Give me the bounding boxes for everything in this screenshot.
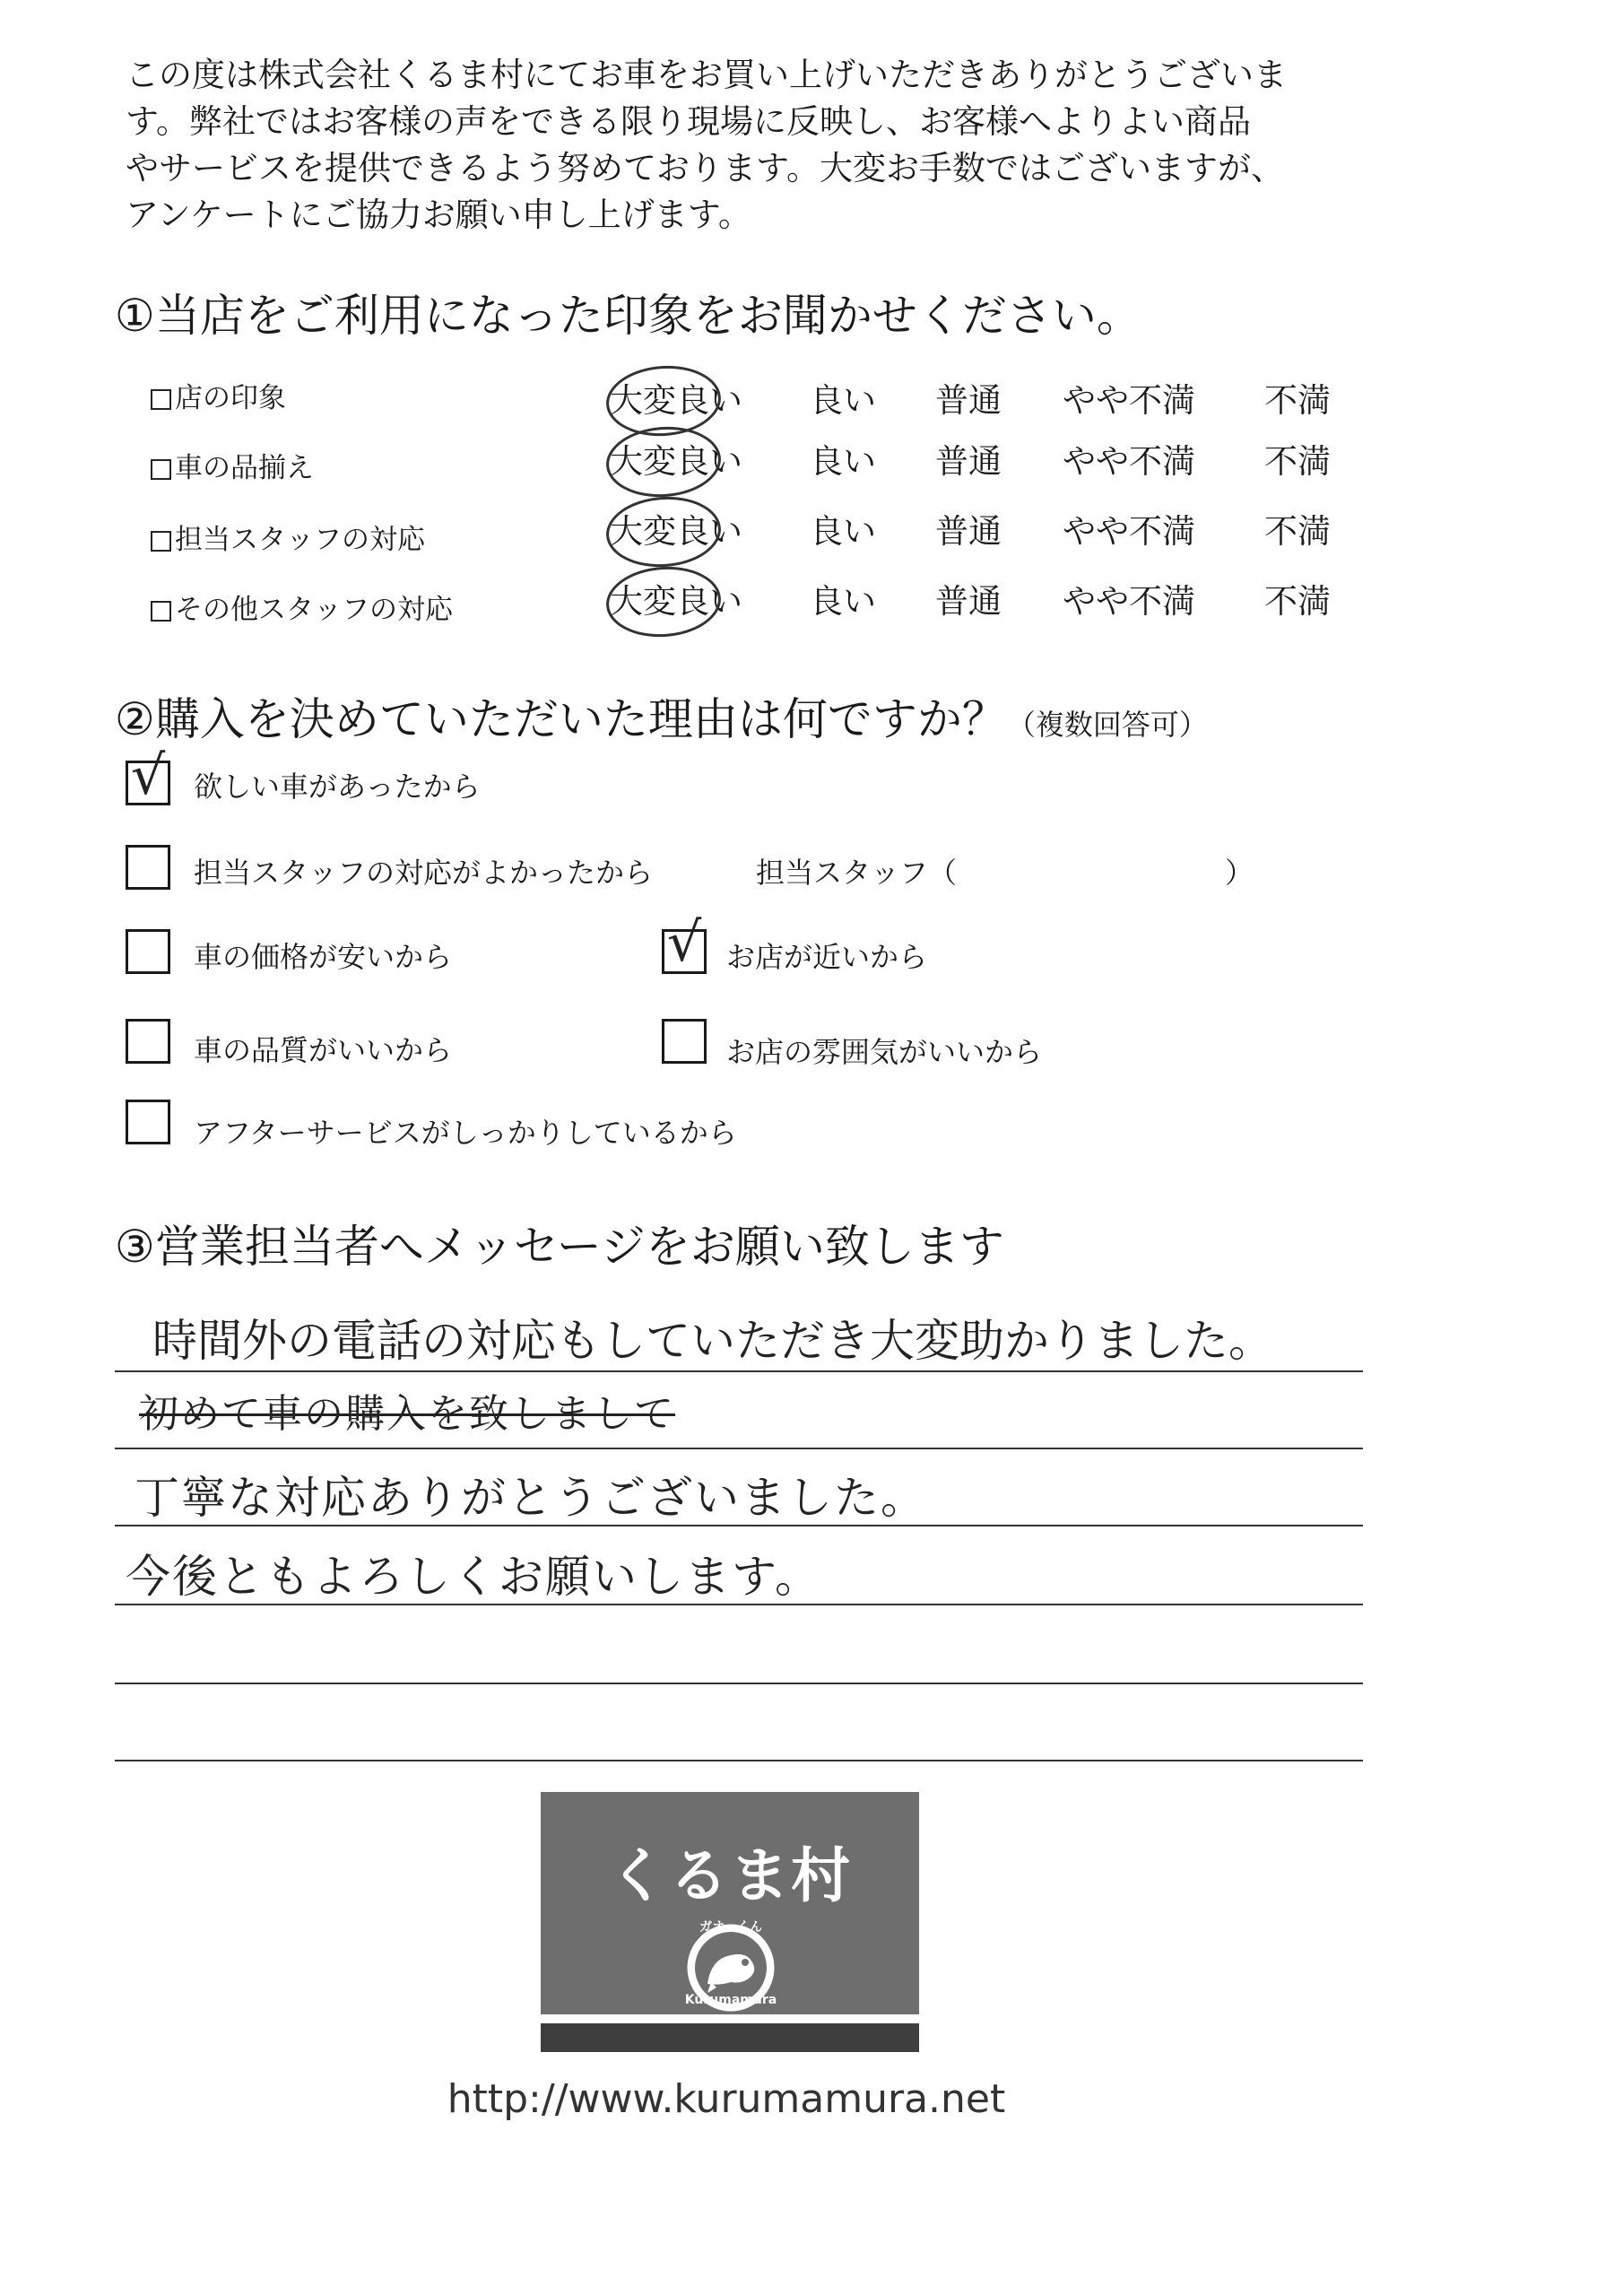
option-very-good[interactable]: 大変良い [610,582,742,621]
row-checkbox[interactable] [151,531,171,552]
question-2-heading [115,683,1208,748]
option-very-good[interactable]: 大変良い [610,512,742,551]
website-url[interactable]: http://www.kurumamura.net [447,2076,1006,2122]
kurumamura-logo [541,1792,919,2052]
option-somewhat-dissatisfied[interactable]: やや不満 [1063,512,1195,551]
option-dissatisfied[interactable]: 不満 [1264,381,1331,420]
staff-name-field[interactable] [950,847,1219,886]
badge-top-text: ガオーくん [699,1920,762,1935]
intro-line: やサービスを提供できるよう努めております。大変お手数ではございますが、 [126,149,1285,187]
checkbox-atmosphere[interactable] [662,1019,707,1064]
option-normal[interactable]: 普通 [935,582,1002,621]
staff-name-label: 担当スタッフ（ [756,856,958,890]
handwritten-message-line: 時間外の電話の対応もしていただき大変助かりました。 [152,1315,1273,1367]
handwritten-message-line: 今後ともよろしくお願いします。 [126,1551,821,1603]
multiple-answer-note: （複数回答可） [1006,708,1208,742]
check-mark-icon: √ [131,744,166,807]
reason-label: 欲しい車があったから [194,770,481,804]
reason-label: 車の価格が安いから [194,940,453,974]
row-checkbox[interactable] [151,389,171,410]
reason-label: お店が近いから [726,940,928,974]
logo-stripe [541,2023,919,2052]
intro-line: す。弊社ではお客様の声をできる限り現場に反映し、お客様へよりよい商品 [126,102,1252,141]
reason-label: お店の雰囲気がいいから [726,1035,1043,1069]
option-good[interactable]: 良い [810,442,876,481]
row-label-text: 店の印象 [175,382,286,414]
question-3-heading: ③営業担当者へメッセージをお願い致します [115,1221,1004,1273]
row-label [151,587,453,627]
reason-label: 担当スタッフの対応がよかったから [194,856,654,890]
logo-text: くるま村 [608,1841,852,1910]
option-good[interactable]: 良い [810,381,876,420]
logo-stripe [541,2014,919,2023]
reason-label: 車の品質がいいから [194,1033,453,1067]
ruled-line [115,1604,1363,1605]
ruled-line [115,1525,1363,1526]
option-dissatisfied[interactable]: 不満 [1264,582,1331,621]
checkbox-staff-response[interactable] [126,845,170,890]
option-somewhat-dissatisfied[interactable]: やや不満 [1063,582,1195,621]
row-label-text: その他スタッフの対応 [175,594,453,626]
staff-name-close: ） [1225,856,1254,890]
ruled-line [115,1370,1363,1372]
reason-label: アフターサービスがしっかりしているから [194,1116,737,1150]
option-very-good[interactable]: 大変良い [610,381,742,420]
intro-line: この度は株式会社くるま村にてお車をお買い上げいただきありがとうございま [126,56,1287,94]
option-normal[interactable]: 普通 [935,442,1002,481]
handwritten-message-line-struck: 初めて車の購入を致しまして [139,1391,675,1437]
checkbox-quality[interactable] [126,1019,170,1064]
option-somewhat-dissatisfied[interactable]: やや不満 [1063,381,1195,420]
ruled-line [115,1683,1363,1684]
option-good[interactable]: 良い [810,582,876,621]
option-normal[interactable]: 普通 [935,512,1002,551]
row-label [151,445,314,485]
question-2-text: ②購入を決めていただいた理由は何ですか？ [115,693,1007,745]
ruled-line [115,1760,1363,1761]
option-dissatisfied[interactable]: 不満 [1264,512,1331,551]
option-somewhat-dissatisfied[interactable]: やや不満 [1063,442,1195,481]
question-1-heading: ①当店をご利用になった印象をお聞かせください。 [115,290,1141,342]
handwritten-message-line: 丁寧な対応ありがとうございました。 [135,1472,927,1524]
option-dissatisfied[interactable]: 不満 [1264,442,1331,481]
row-label-text: 車の品揃え [175,452,314,484]
option-good[interactable]: 良い [810,512,876,551]
row-label [151,517,425,557]
row-label [151,375,286,415]
intro-paragraph [126,52,1381,239]
check-mark-icon: √ [667,911,702,974]
row-checkbox[interactable] [151,601,171,622]
intro-line: アンケートにご協力お願い申し上げます。 [126,196,751,234]
ruled-line [115,1448,1363,1449]
row-label-text: 担当スタッフの対応 [175,524,425,556]
badge-bottom-text: Kurumamura [684,1993,777,2007]
checkbox-after-service[interactable] [126,1100,170,1144]
checkbox-price[interactable] [126,929,170,974]
row-checkbox[interactable] [151,459,171,480]
option-normal[interactable]: 普通 [935,381,1002,420]
option-very-good[interactable]: 大変良い [610,442,742,481]
